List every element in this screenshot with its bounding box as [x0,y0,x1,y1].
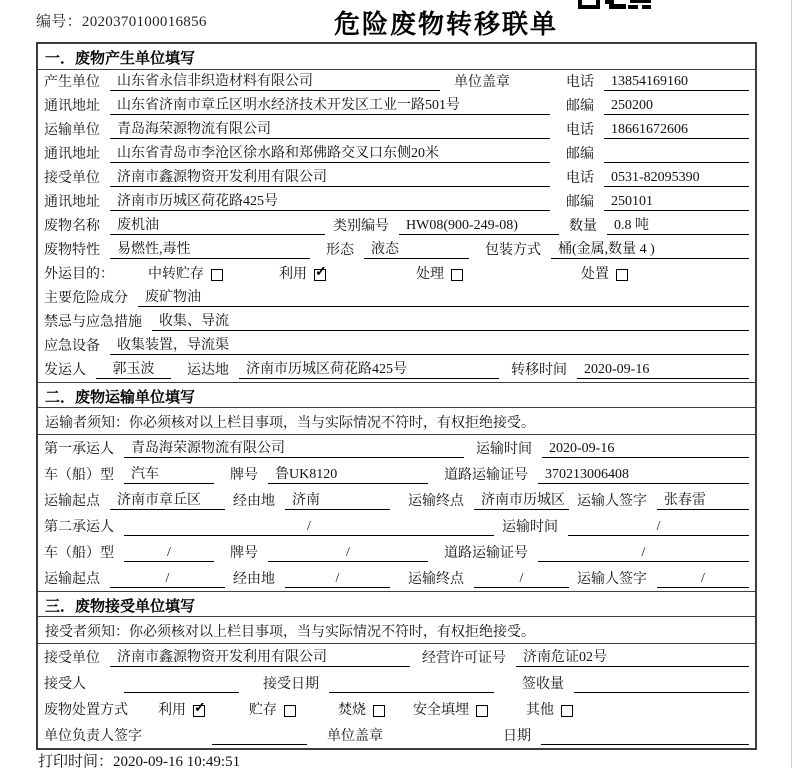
field-label: 经由地 [233,572,275,587]
section-transporter [38,382,755,591]
transporter-phone-value: 18661672606 [604,121,749,139]
section-heading-transporter: 二．废物运输单位填写 [38,382,755,408]
serial-number-line [36,10,207,31]
receiving-unit-value: 济南市鑫源物资开发利用有限公司 [110,649,410,667]
field-label: 道路运输证号 [444,468,528,483]
field-label: 废物名称 [44,219,100,234]
producer-phone-value: 13854169160 [604,73,749,91]
field-label: 第二承运人 [44,520,114,535]
row-waste-name [38,214,755,238]
checkbox-utilize-2: 利用 ✓ [158,702,205,719]
origin-2-value: / [110,570,225,588]
field-label: 车（船）型 [44,546,114,561]
row-responsible-signature [38,722,755,748]
emergency-measures-value: 收集、导流 [152,313,749,331]
responsible-signature-value [212,744,307,745]
checkbox-incinerate: 焚烧 [338,702,385,719]
field-label: 形态 [326,243,354,258]
row-vehicle-1 [38,461,755,487]
emergency-equipment-value: 收集装置，导流渠 [110,337,749,355]
print-time-line [38,750,240,768]
receiver-phone-value: 0531-82095390 [604,169,749,187]
row-receiving-unit [38,644,755,670]
checkbox-utilize: 利用 ✓ [279,266,326,283]
row-shipper [38,358,755,382]
transporter-address-value: 山东省青岛市李沧区徐水路和郑佛路交叉口东侧20米 [110,145,550,163]
section-heading-producer: 一．废物产生单位填写 [38,44,755,70]
transport-date-2-value: / [568,518,749,536]
plate-number-value: 鲁UK8120 [268,466,428,484]
field-label: 运输时间 [502,520,558,535]
signed-quantity-value [574,692,749,693]
field-label: 运输人签字 [577,572,647,587]
checkbox-box [373,705,385,717]
row-disposal-method [38,696,755,722]
transfer-date-value: 2020-09-16 [577,361,749,379]
packaging-value: 桶(金属,数量 4 ) [551,241,749,259]
row-waste-property [38,238,755,262]
field-label: 接受人 [44,677,86,692]
checkbox-transit-storage: 中转贮存 [148,266,223,283]
checkbox-box [314,269,326,281]
field-label: 电话 [566,75,594,90]
producer-address-value: 山东省济南市章丘区明水经济技术开发区工业一路501号 [110,97,550,115]
row-receiving-person [38,670,755,696]
serial-label: 编号： [36,14,82,30]
field-label: 数量 [569,219,597,234]
print-time-value: 2020-09-16 10:49:51 [113,754,241,768]
checkbox-box [284,705,296,717]
origin-value: 济南市章丘区 [110,492,225,510]
field-label: 废物特性 [44,243,100,258]
checkbox-store: 贮存 [249,702,296,719]
transporter-notice: 运输者须知：你必须核对以上栏目事项，当与实际情况不符时，有权拒绝接受。 [38,408,755,435]
field-label: 电话 [566,171,594,186]
row-route-2 [38,565,755,591]
transporter-name-value: 青岛海荣源物流有限公司 [110,121,550,139]
page-edge-line [791,0,792,768]
field-label: 通讯地址 [44,147,100,162]
row-second-carrier [38,513,755,539]
waste-form-value: 液态 [364,241,469,259]
receiver-zip-value: 250101 [604,193,749,211]
first-carrier-value: 青岛海荣源物流有限公司 [124,440,464,458]
field-label: 邮编 [566,147,594,162]
document-header [0,0,796,40]
field-label: 应急设备 [44,339,100,354]
unit-seal-label: 单位盖章 [327,729,383,744]
checkbox-dispose: 处置 [581,266,628,283]
via-value: 济南 [285,492,390,510]
row-receiver-unit [38,166,755,190]
field-label: 包装方式 [485,243,541,258]
destination-value: 济南市历城区荷花路425号 [239,361,499,379]
checkbox-landfill: 安全填埋 [413,702,488,719]
field-label: 发运人 [44,363,86,378]
field-label: 邮编 [566,99,594,114]
field-label: 经营许可证号 [422,651,506,666]
row-hazard-components [38,286,755,310]
checkbox-box [616,269,628,281]
unit-seal-label: 单位盖章 [454,75,510,90]
checkbox-treat: 处理 [416,266,463,283]
field-label: 类别编号 [333,219,389,234]
field-label: 牌号 [230,468,258,483]
row-transporter-address [38,142,755,166]
receiver-person-value [124,692,239,693]
second-carrier-value: / [124,518,494,536]
row-producer-unit [38,70,755,94]
producer-zip-value: 250200 [604,97,749,115]
checkbox-box [476,705,488,717]
carrier-signature-value: 张春雷 [657,492,749,510]
vehicle-type-2-value: / [124,544,214,562]
field-label: 运输起点 [44,572,100,587]
road-permit-2-value: / [538,544,749,562]
field-label: 邮编 [566,195,594,210]
field-label: 经由地 [233,494,275,509]
field-label: 运达地 [187,363,229,378]
field-label: 禁忌与应急措施 [44,315,142,330]
qr-code-fragment [578,0,652,10]
section-producer [38,44,755,382]
waste-name-value: 废机油 [110,217,325,235]
field-label: 通讯地址 [44,99,100,114]
receiver-notice: 接受者须知：你必须核对以上栏目事项，当与实际情况不符时，有权拒绝接受。 [38,617,755,644]
row-emergency-equipment [38,334,755,358]
field-label: 接受日期 [263,677,319,692]
field-label: 牌号 [230,546,258,561]
receiver-address-value: 济南市历城区荷花路425号 [110,193,550,211]
road-permit-value: 370213006408 [538,466,749,484]
field-label: 运输终点 [408,494,464,509]
vehicle-type-value: 汽车 [124,466,214,484]
waste-quantity-value: 0.8 吨 [607,217,749,235]
transport-date-value: 2020-09-16 [542,440,749,458]
field-label: 运输终点 [408,572,464,587]
field-label: 车（船）型 [44,468,114,483]
field-label: 通讯地址 [44,195,100,210]
waste-property-value: 易燃性,毒性 [110,241,310,259]
row-transfer-purpose [38,262,755,286]
transporter-zip-value [604,162,749,163]
field-label: 接受单位 [44,171,100,186]
field-label: 运输起点 [44,494,100,509]
transfer-manifest-form [36,42,757,750]
print-time-label: 打印时间： [38,754,114,768]
field-label: 接受单位 [44,651,100,666]
checkbox-box [211,269,223,281]
field-label: 日期 [503,729,531,744]
row-emergency-measures [38,310,755,334]
license-number-value: 济南危证02号 [516,649,749,667]
row-route-1 [38,487,755,513]
row-transporter-unit [38,118,755,142]
terminus-value: 济南市历城区 [474,492,569,510]
field-label: 单位负责人签字 [44,729,142,744]
checkbox-box [561,705,573,717]
field-label: 运输人签字 [577,494,647,509]
row-vehicle-2 [38,539,755,565]
checkbox-box [193,705,205,717]
field-label: 产生单位 [44,75,100,90]
field-label: 外运目的： [44,267,114,282]
page-title: 危险废物转移联单 [334,9,559,39]
receive-date-value [329,692,494,693]
checkbox-box [451,269,463,281]
field-label: 签收量 [522,677,564,692]
checkbox-other: 其他 [526,702,573,719]
section-receiver [38,591,755,748]
terminus-2-value: / [474,570,569,588]
field-label: 运输时间 [476,442,532,457]
field-label: 转移时间 [511,363,567,378]
hazard-components-value: 废矿物油 [138,289,749,307]
field-label: 主要危险成分 [44,291,128,306]
row-producer-address [38,94,755,118]
serial-number: 2020370100016856 [81,14,207,30]
field-label: 第一承运人 [44,442,114,457]
shipper-name-value: 郭玉波 [96,361,171,379]
carrier-signature-2-value: / [657,570,749,588]
field-label: 道路运输证号 [444,546,528,561]
receiver-date-value [541,744,749,745]
via-2-value: / [285,570,390,588]
field-label: 废物处置方式 [44,703,128,718]
plate-number-2-value: / [268,544,428,562]
section-heading-receiver: 三．废物接受单位填写 [38,591,755,617]
row-receiver-address [38,190,755,214]
producer-name-value: 山东省永信非织造材料有限公司 [110,73,440,91]
waste-code-value: HW08(900-249-08) [399,217,559,235]
row-first-carrier [38,435,755,461]
receiver-name-value: 济南市鑫源物资开发利用有限公司 [110,169,550,187]
field-label: 电话 [566,123,594,138]
field-label: 运输单位 [44,123,100,138]
